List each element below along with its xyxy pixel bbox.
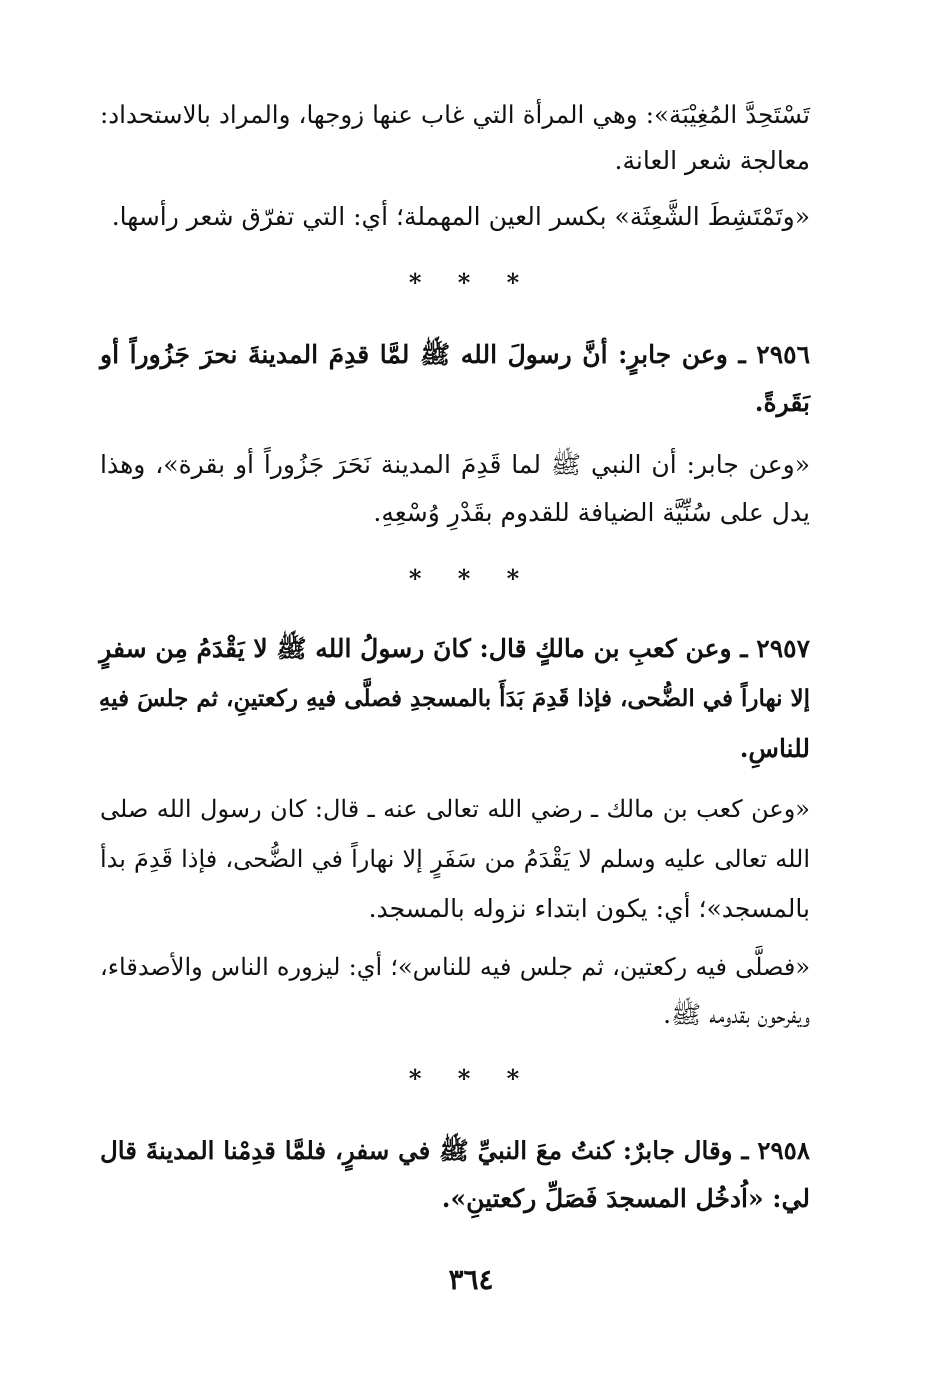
commentary-line: الله تعالى عليه وسلم لا يَقْدَمُ من سَفَرٍ إلا نهاراً في الضُّحى، فإذا قَدِمَ بدأ: [100, 845, 810, 873]
hadith-text-line: بَقَرةً.: [754, 388, 810, 417]
hadith-text-line: للناسِ.: [739, 734, 810, 763]
hadith-text-line: ٢٩٥٦ ـ وعن جابرٍ: أنَّ رسولَ الله ﷺ لمَّا قدِمَ المدينةَ نحرَ جَزُوراً أو: [100, 340, 810, 369]
commentary-line: «فصلَّى فيه ركعتين، ثم جلس فيه للناس»؛ أي: ليزوره الناس والأصدقاء،: [100, 953, 810, 981]
section-separator: * * *: [408, 564, 534, 593]
hadith-text-line: إلا نهاراً في الضُّحى، فإذا قَدِمَ بَدَأَ بالمسجدِ فصلَّى فيهِ ركعتينِ، ثم جلسَ فيهِ: [98, 685, 810, 712]
commentary-line: ويفرحون بقدومه ﷺ.: [663, 1000, 810, 1029]
hadith-text-line: ٢٩٥٧ ـ وعن كعبِ بن مالكٍ قال: كانَ رسولُ الله ﷺ لا يَقْدَمُ مِن سفرٍ: [99, 634, 810, 663]
hadith-text-line: لي: «اُدخُل المسجدَ فَصَلِّ ركعتينِ».: [441, 1184, 810, 1213]
commentary-line: «وعن جابر: أن النبي ﷺ لما قَدِمَ المدينة نَحَرَ جَزُوراً أو بقرة»، وهذا: [100, 450, 810, 479]
commentary-line: بالمسجد»؛ أي: يكون ابتداء نزوله بالمسجد.: [368, 894, 810, 923]
section-separator: * * *: [408, 1064, 534, 1093]
commentary-line: معالجة شعر العانة.: [614, 146, 810, 175]
page-number: ٣٦٤: [448, 1263, 494, 1296]
commentary-line: «وعن كعب بن مالك ـ رضي الله تعالى عنه ـ قال: كان رسول الله صلى: [100, 795, 810, 823]
commentary-line: «وتَمْتَشِطَ الشَّعِثَة» بكسر العين المهملة؛ أي: التي تفرّق شعر رأسها.: [111, 202, 810, 231]
section-separator: * * *: [408, 268, 534, 297]
hadith-text-line: ٢٩٥٨ ـ وقال جابرٌ: كنتُ معَ النبيِّ ﷺ في سفرٍ، فلمَّا قدِمْنا المدينةَ قال: [100, 1136, 810, 1165]
commentary-line: يدل على سُنِّيَّة الضيافة للقدوم بقَدْرِ وُسْعِهِ.: [373, 498, 810, 527]
commentary-line: تَسْتَحِدَّ المُغِيْبَة»: وهي المرأة التي غاب عنها زوجها، والمراد بالاستحداد:: [100, 100, 810, 129]
